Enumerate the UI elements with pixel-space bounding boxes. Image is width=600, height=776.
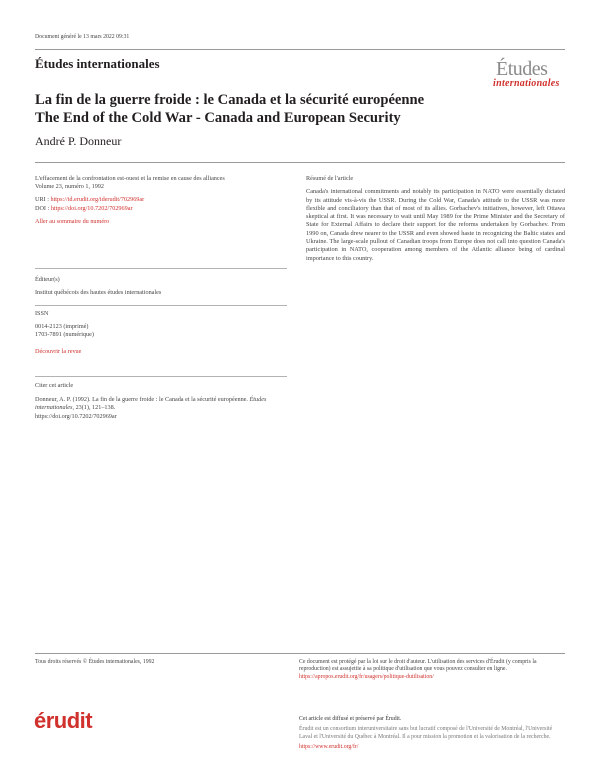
citation-text — [35, 396, 287, 412]
policy-link[interactable]: https://apropos.erudit.org/fr/usagers/politique-dutilisation/ — [299, 673, 434, 680]
issn-print: 0014-2123 (imprimé) — [35, 323, 89, 331]
left-column — [35, 175, 287, 226]
title-rule — [35, 162, 565, 163]
issue-summary-link[interactable]: Aller au sommaire du numéro — [35, 217, 110, 225]
diffusion-text: Cet article est diffusé et préservé par Érudit. — [299, 716, 402, 722]
issn-digital: 1703-7891 (numérique) — [35, 331, 94, 339]
erudit-link[interactable]: https://www.erudit.org/fr/ — [299, 744, 359, 751]
uri-line — [35, 196, 287, 204]
protection-block — [299, 659, 565, 681]
doi-line — [35, 205, 287, 213]
abstract-block — [306, 175, 565, 263]
citation-part1: Donneur, A. P. (1992). La fin de la guerre froide : le Canada et la sécurité européenne. — [35, 396, 250, 404]
protection-text: Ce document est protégé par la loi sur le droit d'auteur. L'utilisation des services d'Érudit (y compris la reproduction) est assujettie à sa politique d'utilisation que vous pouvez consulter en ligne. — [299, 659, 537, 673]
rights-text: Tous droits réservés © Études internationales, 1992 — [35, 659, 155, 665]
publisher-name: Institut québécois des hautes études internationales — [35, 289, 162, 297]
consortium-text: Érudit est un consortium interuniversitaire sans but lucratif composé de l'Université de Montréal, l'Université Laval et l'Université du Québec à Montréal. Il a pour mission la promotion et la valorisation de la recherche. — [299, 726, 553, 740]
header-rule — [35, 49, 565, 50]
journal-logo — [493, 58, 565, 92]
issn-rule — [35, 305, 287, 306]
doi-link[interactable]: https://doi.org/10.7202/702969ar — [50, 204, 133, 212]
article-title-en: The End of the Cold War - Canada and European Security — [35, 110, 401, 126]
issue-volume: Volume 23, numéro 1, 1992 — [35, 183, 104, 191]
erudit-block — [299, 716, 565, 752]
journal-logo-top: Études — [496, 58, 548, 80]
publisher-heading: Éditeur(s) — [35, 276, 60, 283]
citation-journal: Études internationales — [35, 396, 267, 412]
erudit-logo: érudit — [34, 708, 93, 733]
article-author: André P. Donneur — [35, 134, 122, 148]
cite-rule — [35, 376, 287, 377]
journal-logo-bottom: internationales — [493, 78, 560, 89]
discover-journal-link[interactable]: Découvrir la revue — [35, 347, 82, 355]
footer-rule — [35, 653, 565, 654]
uri-label: URI : — [35, 196, 51, 204]
uri-link[interactable]: https://id.erudit.org/iderudit/702969ar — [50, 196, 145, 204]
issn-heading: ISSN — [35, 310, 49, 317]
abstract-text: Canada's international commitments and notably its participation in NATO were essentially dictated by its attitude vis-à-vis the USSR. During the Cold War, Canada's attitude to the USSR was more flexible and conciliatory than that of most of its allies. Gorbachev's initiatives, however, left Ottawa skeptical at first. It was necessary to wait until May 1989 for the Prime Minister and the Secretary of State for External Affairs to declare their support for the reforms undertaken by Gorbachev. From 1990 on, Canada drew nearer to the USSR and even showed haste in recognizing the Baltic states and Ukraine. The large-scale pullout of Canadian troops from Europe does not call into question Canada's participation in NATO, cooperation among members of the Atlantic alliance being of cardinal importance to this country. — [306, 188, 565, 262]
citation-part2: , 23(1), 121–138. — [72, 404, 116, 412]
citation-doi: https://doi.org/10.7202/702969ar — [35, 412, 117, 420]
issue-title: L'effacement de la confrontation est-ouest et la remise en cause des alliances — [35, 175, 225, 182]
issn-block — [35, 310, 287, 356]
journal-name: Études internationales — [35, 56, 160, 71]
article-title-fr: La fin de la guerre froide : le Canada et la sécurité européenne — [35, 92, 425, 108]
publisher-block — [35, 276, 287, 297]
generated-date: Document généré le 13 mars 2022 09:31 — [35, 34, 130, 40]
abstract-heading: Résumé de l'article — [306, 175, 354, 182]
cite-heading: Citer cet article — [35, 382, 74, 389]
publisher-rule — [35, 268, 287, 269]
cite-block — [35, 382, 287, 421]
doi-label: DOI : — [35, 204, 51, 212]
